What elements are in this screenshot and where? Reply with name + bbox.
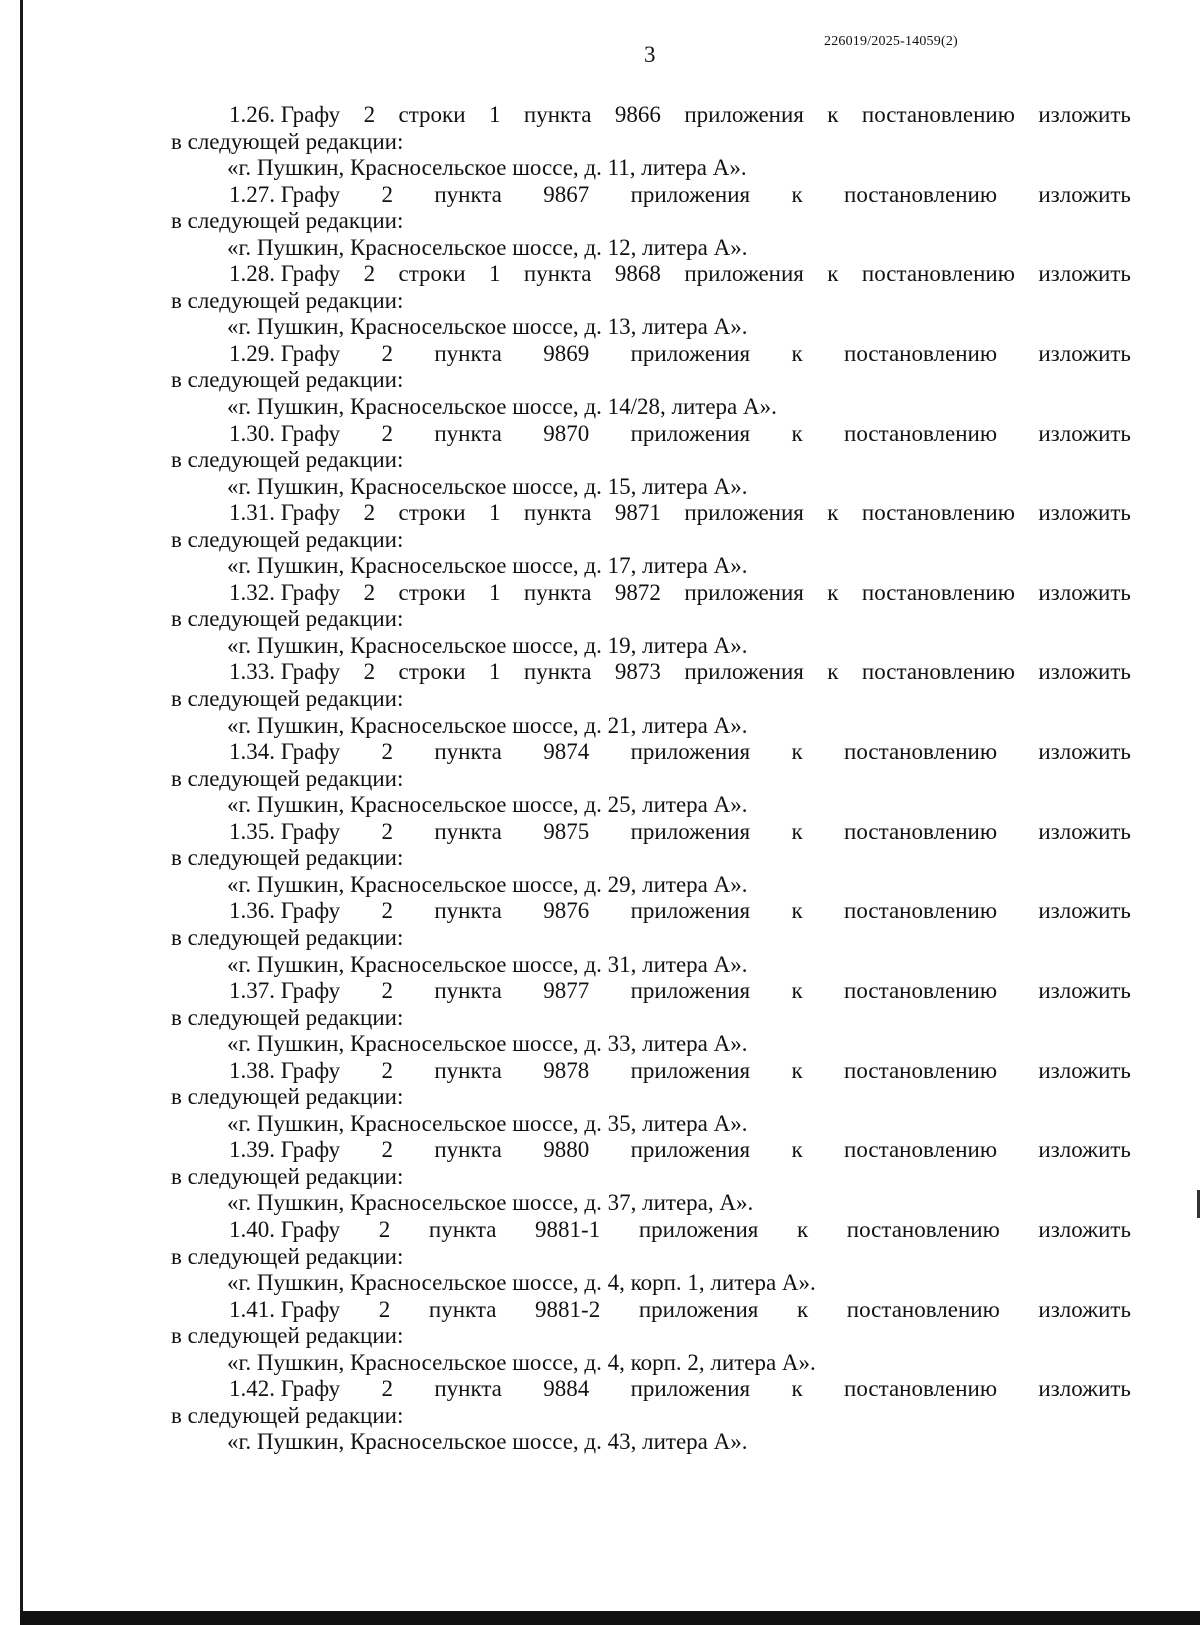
page-number: 3 [644, 42, 656, 67]
item-word: 1.28. Графу [229, 261, 341, 287]
scan-bottom-edge [20, 1611, 1200, 1625]
item-word: приложения [630, 898, 751, 924]
item-word: 1.37. Графу [229, 978, 341, 1004]
item-word: изложить [1038, 500, 1131, 526]
item-word: 9870 [543, 420, 590, 446]
item-word: постановлению [844, 1137, 998, 1163]
item-second-line: в следующей редакции: [171, 1163, 404, 1189]
item-word: 9881-1 [535, 1216, 601, 1242]
item-word: к [827, 579, 839, 605]
item-word: приложения [684, 500, 804, 526]
item-address: «г. Пушкин, Красносельское шоссе, д. 15, литера А». [227, 473, 748, 499]
item-word: изложить [1038, 818, 1131, 844]
item-first-line [171, 659, 1131, 686]
item-second-line: в следующей редакции: [171, 1084, 404, 1110]
item-word: постановлению [844, 818, 998, 844]
item-word: к [791, 818, 803, 844]
item-word: 1.26. Графу [229, 102, 341, 127]
item-word: 2 [381, 181, 393, 207]
item-second-line: в следующей редакции: [171, 526, 404, 552]
item-word: приложения [630, 1057, 751, 1083]
document-id: 226019/2025-14059(2) [824, 34, 958, 49]
item-word: пункта [523, 500, 592, 526]
item-first-line [171, 580, 1131, 607]
item-word: пункта [434, 818, 502, 844]
item-word: 2 [363, 500, 376, 526]
item-word: изложить [1038, 898, 1131, 924]
item-first-line [171, 261, 1131, 288]
item-word: 9881-2 [535, 1296, 601, 1322]
item-address: «г. Пушкин, Красносельское шоссе, д. 11, литера А». [227, 155, 747, 181]
item-word: 2 [381, 340, 393, 366]
item-word: постановлению [861, 659, 1015, 685]
item-second-line: в следующей редакции: [171, 686, 404, 712]
item-second-line: в следующей редакции: [171, 606, 404, 632]
item-word: 9878 [543, 1057, 590, 1083]
item-word: 2 [363, 659, 376, 685]
item-word: 2 [378, 1216, 391, 1242]
scan-left-edge [20, 0, 23, 1625]
item-word: 2 [381, 739, 393, 765]
item-address: «г. Пушкин, Красносельское шоссе, д. 25, литера А». [227, 792, 748, 818]
item-word: пункта [523, 261, 592, 287]
item-word: 2 [363, 579, 376, 605]
item-word: постановлению [844, 1057, 998, 1083]
item-word: к [791, 1057, 803, 1083]
item-word: изложить [1038, 1296, 1131, 1322]
item-address: «г. Пушкин, Красносельское шоссе, д. 43, литера А». [227, 1429, 748, 1455]
item-word: пункта [434, 1137, 502, 1163]
item-address: «г. Пушкин, Красносельское шоссе, д. 35, литера А». [227, 1110, 748, 1136]
item-word: строки [398, 659, 466, 685]
item-word: 1.36. Графу [229, 898, 341, 924]
item-first-line [171, 1137, 1131, 1164]
item-second-line: в следующей редакции: [171, 208, 404, 234]
item-address: «г. Пушкин, Красносельское шоссе, д. 4, корп. 2, литера А». [227, 1349, 816, 1375]
item-word: 9875 [543, 818, 590, 844]
item-word: изложить [1038, 659, 1131, 685]
item-first-line [171, 182, 1131, 209]
item-second-line: в следующей редакции: [171, 1323, 404, 1349]
item-word: 1.42. Графу [229, 1376, 341, 1402]
item-word: 1.39. Графу [229, 1137, 341, 1163]
item-first-line [171, 739, 1131, 766]
item-word: пункта [434, 898, 502, 924]
item-second-line: в следующей редакции: [171, 287, 404, 313]
item-word: постановлению [844, 898, 998, 924]
item-word: 9866 [614, 102, 661, 127]
item-word: пункта [434, 1376, 502, 1402]
item-word: к [796, 1296, 809, 1322]
item-address: «г. Пушкин, Красносельское шоссе, д. 4, корп. 1, литера А». [227, 1270, 816, 1296]
item-word: 9867 [543, 181, 590, 207]
item-word: изложить [1038, 261, 1131, 287]
item-second-line: в следующей редакции: [171, 128, 404, 154]
item-word: 1 [488, 261, 501, 287]
item-word: строки [398, 261, 466, 287]
item-word: 1 [488, 659, 501, 685]
item-second-line: в следующей редакции: [171, 1004, 404, 1030]
item-address: «г. Пушкин, Красносельское шоссе, д. 14/28, литера А». [227, 394, 777, 420]
item-word: пункта [434, 1057, 502, 1083]
document-body [171, 102, 1131, 1456]
item-word: изложить [1038, 1057, 1131, 1083]
item-word: приложения [638, 1296, 759, 1322]
item-word: 9869 [543, 340, 590, 366]
item-word: приложения [630, 181, 751, 207]
item-first-line [171, 1297, 1131, 1324]
item-first-line [171, 819, 1131, 846]
item-word: приложения [630, 739, 751, 765]
item-word: 2 [363, 261, 376, 287]
item-word: приложения [630, 1376, 751, 1402]
item-word: пункта [428, 1216, 497, 1242]
item-word: пункта [434, 340, 502, 366]
item-word: 1.38. Графу [229, 1057, 341, 1083]
item-word: 9884 [543, 1376, 590, 1402]
item-word: 9876 [543, 898, 590, 924]
item-address: «г. Пушкин, Красносельское шоссе, д. 31, литера А». [227, 951, 748, 977]
item-word: изложить [1038, 1376, 1131, 1402]
item-word: 1.40. Графу [229, 1216, 341, 1242]
item-word: пункта [428, 1296, 497, 1322]
item-word: пункта [523, 659, 592, 685]
item-word: приложения [684, 579, 804, 605]
item-word: 2 [381, 1376, 393, 1402]
item-second-line: в следующей редакции: [171, 367, 404, 393]
item-word: изложить [1038, 1137, 1131, 1163]
item-word: строки [398, 102, 466, 127]
item-word: 1.29. Графу [229, 340, 341, 366]
item-first-line [171, 102, 1131, 129]
item-word: 9868 [614, 261, 661, 287]
item-word: к [827, 500, 839, 526]
item-word: приложения [630, 818, 751, 844]
item-word: изложить [1038, 340, 1131, 366]
item-word: 1 [488, 500, 501, 526]
item-word: пункта [434, 420, 502, 446]
item-first-line [171, 421, 1131, 448]
item-address: «г. Пушкин, Красносельское шоссе, д. 19, литера А». [227, 632, 748, 658]
item-word: 9877 [543, 978, 590, 1004]
item-first-line [171, 1217, 1131, 1244]
item-second-line: в следующей редакции: [171, 1402, 404, 1428]
item-word: пункта [434, 739, 502, 765]
item-word: к [827, 659, 839, 685]
item-word: 2 [381, 898, 393, 924]
item-address: «г. Пушкин, Красносельское шоссе, д. 17, литера А». [227, 553, 748, 579]
item-address: «г. Пушкин, Красносельское шоссе, д. 21, литера А». [227, 712, 748, 738]
item-word: пункта [434, 181, 502, 207]
item-word: постановлению [846, 1216, 1000, 1242]
item-word: 2 [381, 420, 393, 446]
item-word: 1.34. Графу [229, 739, 341, 765]
item-word: изложить [1038, 739, 1131, 765]
item-address: «г. Пушкин, Красносельское шоссе, д. 37, литера, А». [227, 1190, 754, 1216]
item-word: постановлению [844, 739, 998, 765]
item-word: пункта [434, 978, 502, 1004]
item-word: приложения [638, 1216, 759, 1242]
item-word: постановлению [844, 420, 998, 446]
item-second-line: в следующей редакции: [171, 1243, 404, 1269]
item-word: постановлению [861, 261, 1015, 287]
item-address: «г. Пушкин, Красносельское шоссе, д. 13, литера А». [227, 314, 748, 340]
item-word: постановлению [861, 500, 1015, 526]
item-first-line [171, 1376, 1131, 1403]
item-word: к [791, 898, 803, 924]
item-first-line [171, 341, 1131, 368]
item-second-line: в следующей редакции: [171, 447, 404, 473]
item-word: постановлению [844, 340, 998, 366]
item-second-line: в следующей редакции: [171, 765, 404, 791]
item-word: приложения [630, 978, 751, 1004]
item-address: «г. Пушкин, Красносельское шоссе, д. 12, литера А». [227, 234, 748, 260]
item-word: 9871 [614, 500, 661, 526]
item-word: к [791, 340, 803, 366]
item-address: «г. Пушкин, Красносельское шоссе, д. 29, литера А». [227, 871, 748, 897]
item-word: изложить [1038, 1216, 1131, 1242]
item-word: постановлению [846, 1296, 1000, 1322]
item-word: 2 [381, 818, 393, 844]
item-word: 1.31. Графу [229, 500, 341, 526]
item-word: к [791, 739, 803, 765]
item-word: изложить [1038, 978, 1131, 1004]
item-word: приложения [684, 659, 804, 685]
item-word: приложения [684, 261, 804, 287]
item-word: 1 [488, 579, 501, 605]
item-word: к [791, 181, 803, 207]
item-word: строки [398, 579, 466, 605]
item-word: 9873 [614, 659, 661, 685]
item-word: 1.33. Графу [229, 659, 341, 685]
item-word: приложения [630, 420, 751, 446]
item-word: приложения [630, 340, 751, 366]
item-word: строки [398, 500, 466, 526]
item-first-line [171, 500, 1131, 527]
item-word: 1.32. Графу [229, 579, 341, 605]
item-word: к [791, 1137, 803, 1163]
item-word: приложения [630, 1137, 751, 1163]
item-word: к [827, 261, 839, 287]
item-word: приложения [684, 102, 804, 127]
item-word: 9880 [543, 1137, 590, 1163]
item-word: к [791, 1376, 803, 1402]
item-word: 2 [381, 1057, 393, 1083]
item-word: 1.41. Графу [229, 1296, 341, 1322]
item-address: «г. Пушкин, Красносельское шоссе, д. 33, литера А». [227, 1031, 748, 1057]
item-word: 2 [381, 1137, 393, 1163]
item-word: 2 [378, 1296, 391, 1322]
item-first-line [171, 978, 1131, 1005]
item-word: к [827, 102, 839, 127]
item-second-line: в следующей редакции: [171, 924, 404, 950]
item-word: постановлению [844, 181, 998, 207]
item-word: изложить [1038, 420, 1131, 446]
item-word: к [791, 978, 803, 1004]
item-word: изложить [1038, 102, 1131, 127]
item-word: 2 [363, 102, 376, 127]
item-second-line: в следующей редакции: [171, 845, 404, 871]
item-word: изложить [1038, 181, 1131, 207]
item-word: 1 [488, 102, 501, 127]
item-word: постановлению [861, 579, 1015, 605]
item-word: пункта [523, 579, 592, 605]
item-word: 1.35. Графу [229, 818, 341, 844]
item-first-line [171, 1058, 1131, 1085]
item-word: постановлению [844, 978, 998, 1004]
item-word: 9872 [614, 579, 661, 605]
item-word: 1.30. Графу [229, 420, 341, 446]
item-word: изложить [1038, 579, 1131, 605]
item-word: пункта [523, 102, 592, 127]
item-word: постановлению [844, 1376, 998, 1402]
item-word: к [791, 420, 803, 446]
item-word: 2 [381, 978, 393, 1004]
item-word: 1.27. Графу [229, 181, 341, 207]
item-word: 9874 [543, 739, 590, 765]
item-first-line [171, 898, 1131, 925]
item-word: постановлению [861, 102, 1015, 127]
item-word: к [796, 1216, 809, 1242]
